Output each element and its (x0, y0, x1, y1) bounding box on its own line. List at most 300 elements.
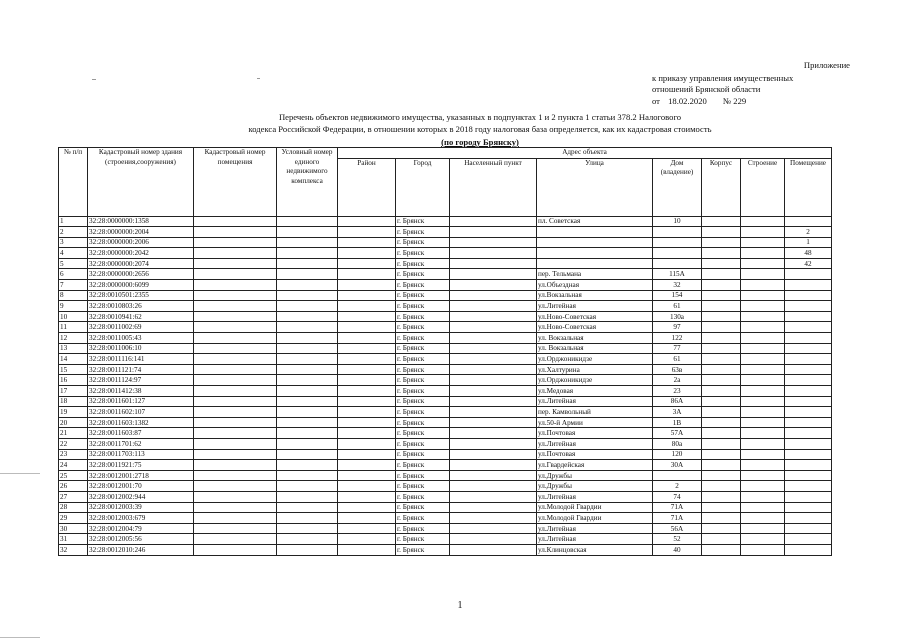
table-row (59, 237, 832, 248)
cell-street: ул.50-й Армии (537, 417, 653, 428)
cell-str (741, 216, 785, 227)
cell-croom (194, 364, 277, 375)
cell-street: ул.Литейная (537, 301, 653, 312)
cell-street (537, 237, 653, 248)
scan-mark (0, 473, 40, 474)
cell-house: 71А (653, 502, 702, 513)
cell-city: г. Брянск (396, 523, 450, 534)
cell-dist (338, 513, 396, 524)
cell-street: ул.Литейная (537, 438, 653, 449)
header-building: Корпус (702, 158, 741, 216)
cell-num: 6 (59, 269, 88, 280)
cell-num: 17 (59, 386, 88, 397)
appendix-line-2: отношений Брянской области (652, 84, 761, 95)
cell-settle (450, 460, 537, 471)
cell-bld (702, 290, 741, 301)
cell-street: ул.Дружбы (537, 470, 653, 481)
cell-room: 48 (785, 248, 832, 259)
table-row (59, 375, 832, 386)
cell-str (741, 438, 785, 449)
cell-str (741, 227, 785, 238)
cell-num: 27 (59, 491, 88, 502)
cell-cad: 32:28:0000000:6099 (88, 280, 194, 291)
document-title-line-2: кодекса Российской Федерации, в отношении которых в 2018 году налоговая база определяется, как их кадастровая стоимость (248, 124, 712, 134)
cell-cond (277, 237, 338, 248)
cell-num: 30 (59, 523, 88, 534)
cell-room: 2 (785, 227, 832, 238)
cell-str (741, 258, 785, 269)
cell-room (785, 417, 832, 428)
cell-str (741, 311, 785, 322)
cell-dist (338, 428, 396, 439)
appendix-line-1: к приказу управления имущественных (652, 72, 794, 83)
cell-city: г. Брянск (396, 470, 450, 481)
cell-city: г. Брянск (396, 322, 450, 333)
cell-croom (194, 449, 277, 460)
cell-city: г. Брянск (396, 343, 450, 354)
cell-house: 10 (653, 216, 702, 227)
cell-city: г. Брянск (396, 364, 450, 375)
cell-room (785, 502, 832, 513)
cell-room (785, 354, 832, 365)
cell-croom (194, 280, 277, 291)
cell-dist (338, 438, 396, 449)
cell-cond (277, 280, 338, 291)
header-district: Район (338, 158, 396, 216)
table-row (59, 290, 832, 301)
cell-city: г. Брянск (396, 354, 450, 365)
cell-cad: 32:28:0011921:75 (88, 460, 194, 471)
cell-settle (450, 534, 537, 545)
cell-str (741, 481, 785, 492)
cell-num: 10 (59, 311, 88, 322)
cell-house: 56А (653, 523, 702, 534)
cell-str (741, 280, 785, 291)
cell-room: 1 (785, 237, 832, 248)
cell-room (785, 449, 832, 460)
cell-cond (277, 375, 338, 386)
cell-house: 1В (653, 417, 702, 428)
cell-dist (338, 301, 396, 312)
cell-num: 19 (59, 407, 88, 418)
cell-num: 9 (59, 301, 88, 312)
cell-settle (450, 364, 537, 375)
cell-num: 18 (59, 396, 88, 407)
cell-city: г. Брянск (396, 301, 450, 312)
cell-bld (702, 364, 741, 375)
cell-street: ул.Орджоникидзе (537, 375, 653, 386)
cell-city: г. Брянск (396, 290, 450, 301)
header-num: № п/п (59, 148, 88, 217)
cell-settle (450, 311, 537, 322)
cell-dist (338, 248, 396, 259)
cell-street: ул. Вокзальная (537, 333, 653, 344)
cell-cad: 32:28:0011124:97 (88, 375, 194, 386)
cell-settle (450, 396, 537, 407)
cell-settle (450, 343, 537, 354)
cell-street: пл. Советская (537, 216, 653, 227)
cell-croom (194, 396, 277, 407)
table-row (59, 544, 832, 555)
cell-str (741, 269, 785, 280)
cell-city: г. Брянск (396, 269, 450, 280)
cell-dist (338, 343, 396, 354)
cell-bld (702, 513, 741, 524)
cell-num: 12 (59, 333, 88, 344)
cell-room (785, 470, 832, 481)
table-row (59, 269, 832, 280)
cell-croom (194, 417, 277, 428)
cell-dist (338, 386, 396, 397)
cell-dist (338, 470, 396, 481)
cell-cond (277, 258, 338, 269)
cell-cad: 32:28:0000000:2656 (88, 269, 194, 280)
cell-croom (194, 502, 277, 513)
cell-croom (194, 354, 277, 365)
scan-mark (0, 637, 40, 638)
header-settlement: Населенный пункт (450, 158, 537, 216)
cell-city: г. Брянск (396, 311, 450, 322)
cell-cond (277, 470, 338, 481)
cell-croom (194, 386, 277, 397)
cell-city: г. Брянск (396, 417, 450, 428)
cell-room (785, 438, 832, 449)
cell-house: 30А (653, 460, 702, 471)
cell-str (741, 237, 785, 248)
cell-str (741, 513, 785, 524)
cell-house: 86А (653, 396, 702, 407)
cell-city: г. Брянск (396, 258, 450, 269)
cell-bld (702, 280, 741, 291)
header-street: Улица (537, 158, 653, 216)
cell-dist (338, 481, 396, 492)
cell-cad: 32:28:0000000:2074 (88, 258, 194, 269)
cell-bld (702, 311, 741, 322)
cell-dist (338, 311, 396, 322)
cell-num: 26 (59, 481, 88, 492)
cell-bld (702, 396, 741, 407)
header-house: Дом (владение) (653, 158, 702, 216)
cell-bld (702, 523, 741, 534)
cell-croom (194, 269, 277, 280)
cell-city: г. Брянск (396, 460, 450, 471)
cell-cad: 32:28:0011601:127 (88, 396, 194, 407)
cell-dist (338, 523, 396, 534)
cell-room (785, 322, 832, 333)
cell-croom (194, 322, 277, 333)
cell-bld (702, 460, 741, 471)
cell-bld (702, 301, 741, 312)
cell-num: 20 (59, 417, 88, 428)
cell-room (785, 396, 832, 407)
table-row (59, 417, 832, 428)
cell-cond (277, 343, 338, 354)
cell-house (653, 258, 702, 269)
cell-str (741, 449, 785, 460)
cell-croom (194, 544, 277, 555)
cell-street: ул.Объездная (537, 280, 653, 291)
cell-croom (194, 481, 277, 492)
cell-cad: 32:28:0011002:69 (88, 322, 194, 333)
cell-room (785, 364, 832, 375)
cell-bld (702, 333, 741, 344)
cell-cond (277, 481, 338, 492)
cell-dist (338, 269, 396, 280)
cell-bld (702, 386, 741, 397)
cell-dist (338, 333, 396, 344)
cell-croom (194, 438, 277, 449)
cell-dist (338, 364, 396, 375)
cell-croom (194, 258, 277, 269)
cell-room (785, 216, 832, 227)
cell-bld (702, 407, 741, 418)
cell-room (785, 407, 832, 418)
cell-croom (194, 428, 277, 439)
cell-street (537, 227, 653, 238)
cell-settle (450, 280, 537, 291)
cell-house: 122 (653, 333, 702, 344)
table-header-row (59, 148, 832, 159)
cell-cond (277, 290, 338, 301)
cell-cad: 32:28:0012001:70 (88, 481, 194, 492)
table-row (59, 322, 832, 333)
cell-street: ул.Почтовая (537, 449, 653, 460)
cell-cond (277, 502, 338, 513)
cell-str (741, 290, 785, 301)
cell-croom (194, 333, 277, 344)
cell-city: г. Брянск (396, 481, 450, 492)
cell-str (741, 544, 785, 555)
cell-croom (194, 460, 277, 471)
cell-street: ул.Молодой Гвардии (537, 502, 653, 513)
cell-house: 23 (653, 386, 702, 397)
cell-cad: 32:28:0012003:679 (88, 513, 194, 524)
cell-street: ул.Ново-Советская (537, 311, 653, 322)
cell-bld (702, 428, 741, 439)
cell-settle (450, 333, 537, 344)
cell-cond (277, 248, 338, 259)
cell-street: ул.Клинцовская (537, 544, 653, 555)
cell-city: г. Брянск (396, 438, 450, 449)
appendix-number: № 229 (722, 95, 747, 106)
cell-city: г. Брянск (396, 396, 450, 407)
cell-dist (338, 227, 396, 238)
cell-cond (277, 396, 338, 407)
cell-str (741, 386, 785, 397)
cell-dist (338, 322, 396, 333)
cell-street: ул.Литейная (537, 491, 653, 502)
cell-dist (338, 460, 396, 471)
cell-croom (194, 301, 277, 312)
cell-cad: 32:28:0011006:10 (88, 343, 194, 354)
cell-cad: 32:28:0012002:944 (88, 491, 194, 502)
cell-cad: 32:28:0012010:246 (88, 544, 194, 555)
header-city: Город (396, 158, 450, 216)
cell-house: 2 (653, 481, 702, 492)
cell-str (741, 407, 785, 418)
cell-str (741, 301, 785, 312)
cell-street: ул.Медовая (537, 386, 653, 397)
cell-cond (277, 333, 338, 344)
cell-cond (277, 311, 338, 322)
cell-bld (702, 269, 741, 280)
cell-str (741, 354, 785, 365)
cell-croom (194, 216, 277, 227)
table-row (59, 470, 832, 481)
cell-house: 61 (653, 354, 702, 365)
cell-num: 3 (59, 237, 88, 248)
cell-house: 40 (653, 544, 702, 555)
cell-num: 14 (59, 354, 88, 365)
cell-dist (338, 491, 396, 502)
cell-city: г. Брянск (396, 502, 450, 513)
cell-dist (338, 290, 396, 301)
cell-street: пер. Тельмана (537, 269, 653, 280)
cell-city: г. Брянск (396, 237, 450, 248)
cell-str (741, 460, 785, 471)
cell-settle (450, 544, 537, 555)
cell-settle (450, 438, 537, 449)
cell-city: г. Брянск (396, 375, 450, 386)
cell-num: 15 (59, 364, 88, 375)
cell-num: 2 (59, 227, 88, 238)
cell-cond (277, 386, 338, 397)
cell-city: г. Брянск (396, 216, 450, 227)
cell-house (653, 470, 702, 481)
cell-cad: 32:28:0011116:141 (88, 354, 194, 365)
cell-room (785, 269, 832, 280)
cell-num: 28 (59, 502, 88, 513)
cell-house: 57А (653, 428, 702, 439)
cell-num: 21 (59, 428, 88, 439)
property-table (58, 147, 832, 556)
cell-settle (450, 481, 537, 492)
cell-cond (277, 428, 338, 439)
cell-settle (450, 513, 537, 524)
table-row (59, 481, 832, 492)
cell-city: г. Брянск (396, 534, 450, 545)
cell-num: 25 (59, 470, 88, 481)
cell-num: 16 (59, 375, 88, 386)
cell-bld (702, 544, 741, 555)
cell-bld (702, 481, 741, 492)
cell-cad: 32:28:0011412:38 (88, 386, 194, 397)
table-row (59, 354, 832, 365)
cell-dist (338, 449, 396, 460)
cell-str (741, 322, 785, 333)
table-row (59, 407, 832, 418)
cell-street: ул.Молодой Гвардии (537, 513, 653, 524)
cell-room (785, 290, 832, 301)
table-row (59, 258, 832, 269)
cell-cad: 32:28:0012004:79 (88, 523, 194, 534)
cell-croom (194, 513, 277, 524)
cell-cad: 32:28:0010941:62 (88, 311, 194, 322)
cell-settle (450, 417, 537, 428)
cell-cad: 32:28:0011603:87 (88, 428, 194, 439)
cell-cond (277, 449, 338, 460)
cell-dist (338, 354, 396, 365)
cell-room (785, 386, 832, 397)
cell-dist (338, 534, 396, 545)
appendix-block (652, 60, 852, 107)
table-row (59, 216, 832, 227)
cell-dist (338, 396, 396, 407)
cell-str (741, 534, 785, 545)
table-row (59, 364, 832, 375)
cell-num: 29 (59, 513, 88, 524)
cell-cond (277, 354, 338, 365)
cell-bld (702, 491, 741, 502)
cell-room (785, 428, 832, 439)
cell-cad: 32:28:0000000:1358 (88, 216, 194, 227)
cell-croom (194, 534, 277, 545)
cell-croom (194, 248, 277, 259)
cell-bld (702, 237, 741, 248)
cell-bld (702, 258, 741, 269)
cell-cond (277, 269, 338, 280)
scan-mark (257, 78, 260, 79)
cell-dist (338, 544, 396, 555)
cell-num: 5 (59, 258, 88, 269)
cell-street: ул.Почтовая (537, 428, 653, 439)
cell-bld (702, 354, 741, 365)
cell-dist (338, 237, 396, 248)
cell-bld (702, 227, 741, 238)
table-row (59, 523, 832, 534)
cell-cad: 32:28:0011603:1382 (88, 417, 194, 428)
table-row (59, 227, 832, 238)
cell-city: г. Брянск (396, 248, 450, 259)
table-row (59, 449, 832, 460)
cell-str (741, 428, 785, 439)
cell-settle (450, 407, 537, 418)
cell-dist (338, 417, 396, 428)
cell-settle (450, 258, 537, 269)
cell-croom (194, 470, 277, 481)
table-row (59, 386, 832, 397)
cell-house: 77 (653, 343, 702, 354)
cell-settle (450, 428, 537, 439)
table-row (59, 333, 832, 344)
cell-house (653, 227, 702, 238)
cell-cond (277, 227, 338, 238)
cell-house: 3А (653, 407, 702, 418)
cell-croom (194, 227, 277, 238)
scan-mark (92, 79, 96, 80)
cell-house: 80а (653, 438, 702, 449)
table-row (59, 460, 832, 471)
cell-house: 115А (653, 269, 702, 280)
cell-croom (194, 491, 277, 502)
cell-str (741, 470, 785, 481)
cell-dist (338, 216, 396, 227)
cell-str (741, 343, 785, 354)
cell-city: г. Брянск (396, 333, 450, 344)
cell-settle (450, 375, 537, 386)
cell-cad: 32:28:0011121:74 (88, 364, 194, 375)
cell-cond (277, 544, 338, 555)
cell-bld (702, 216, 741, 227)
cell-room (785, 460, 832, 471)
cell-str (741, 396, 785, 407)
cell-street: ул.Дружбы (537, 481, 653, 492)
cell-bld (702, 534, 741, 545)
cell-room: 42 (785, 258, 832, 269)
cell-room (785, 301, 832, 312)
cell-room (785, 544, 832, 555)
cell-num: 23 (59, 449, 88, 460)
